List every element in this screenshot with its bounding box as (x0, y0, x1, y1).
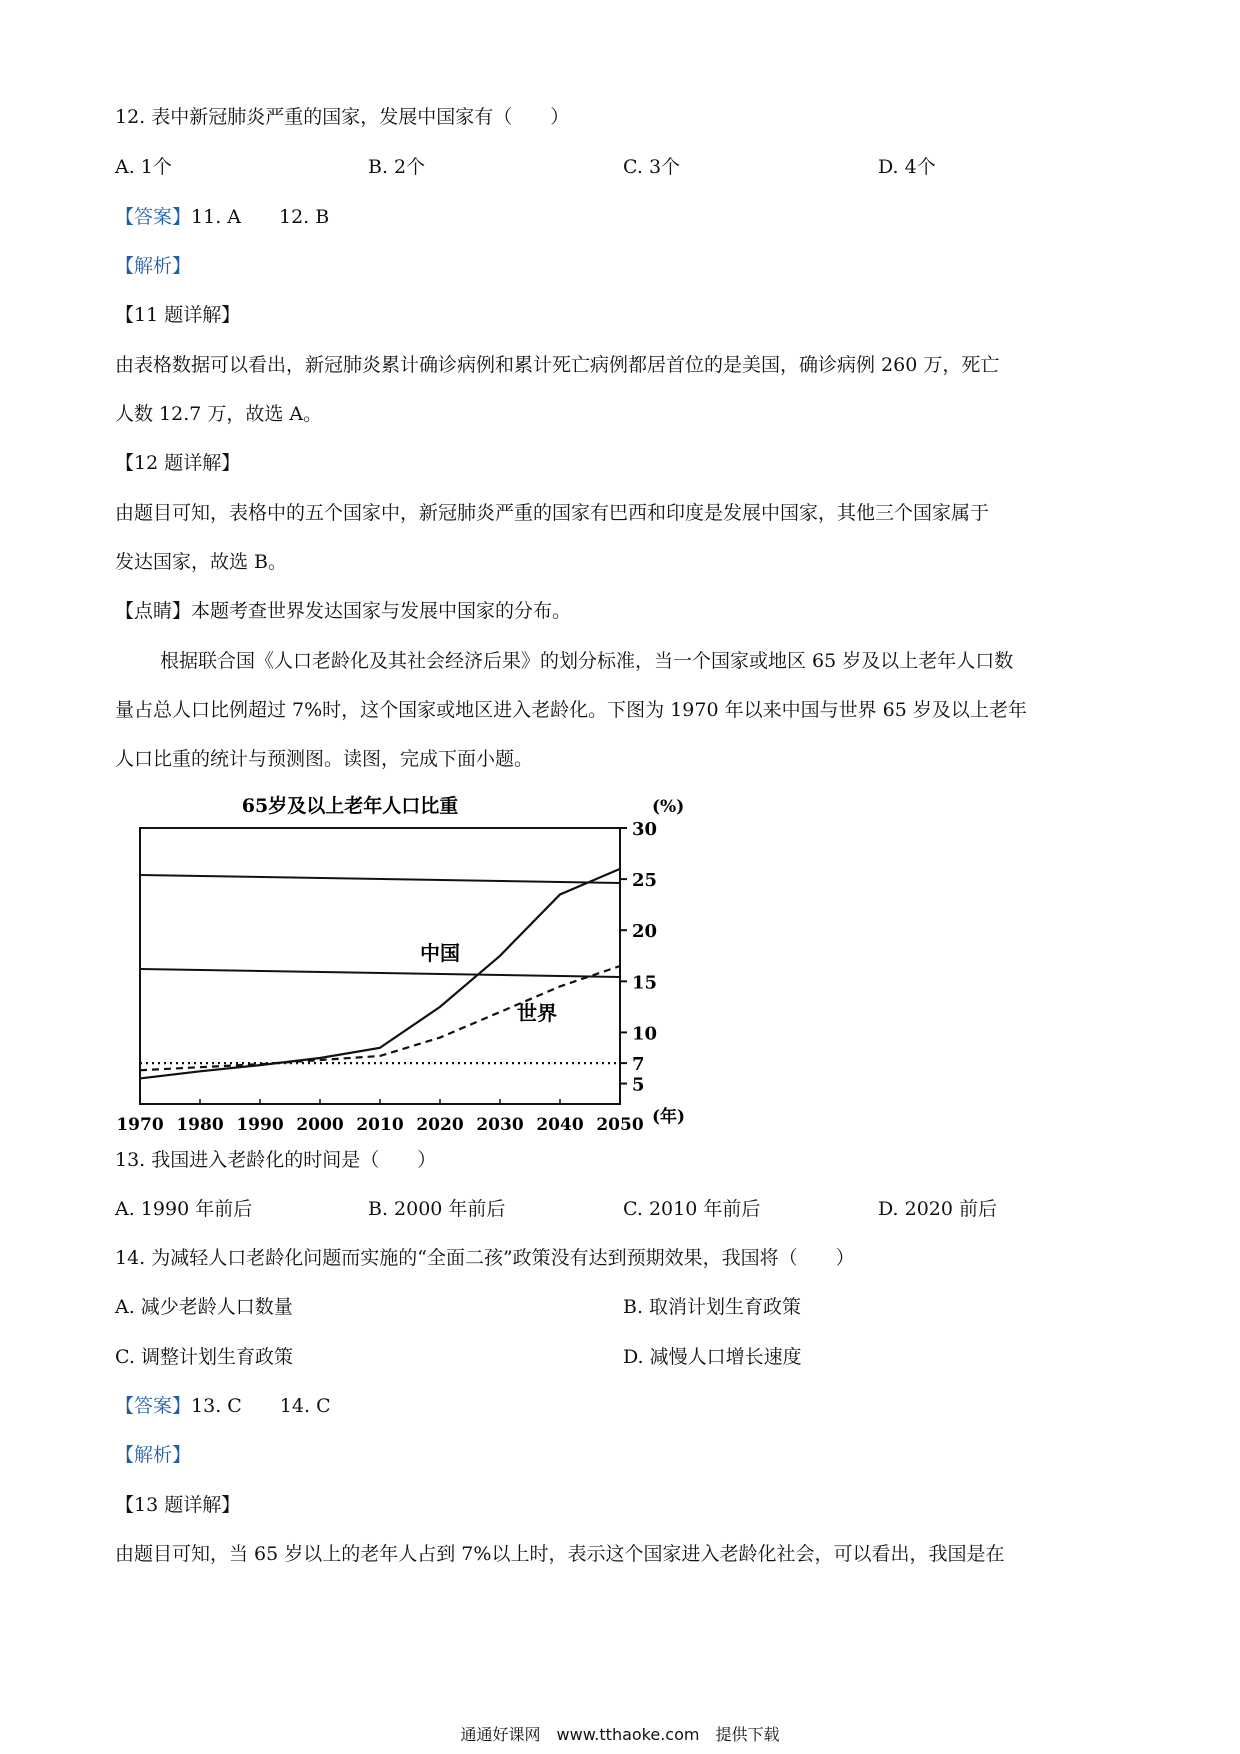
q13-option-d: D. 2020 前后 (878, 1198, 998, 1220)
q13-option-a: A. 1990 年前后 (115, 1198, 253, 1220)
y-tick-label: 7 (632, 1054, 645, 1076)
y-tick-label: 10 (632, 1023, 658, 1045)
x-tick-label: 2010 (356, 1115, 404, 1135)
y-axis-ticks (620, 819, 657, 1096)
x-tick-label: 1990 (236, 1115, 284, 1135)
q13-stem: 13. 我国进入老龄化的时间是（ ） (115, 1149, 437, 1171)
detail-12-text-1: 由题目可知，表格中的五个国家中，新冠肺炎严重的国家有巴西和印度是发展中国家，其他三个国家属于 (115, 502, 990, 524)
answer-tag: 【答案】 (115, 206, 192, 228)
detail-12-heading: 【12 题详解】 (115, 452, 241, 474)
answer-line-2 (115, 1393, 331, 1419)
chart-title: 65岁及以上老年人口比重 (241, 795, 459, 817)
analysis-label-2: 【解析】 (115, 1444, 192, 1466)
q12-option-a: A. 1个 (115, 156, 172, 178)
x-unit-label: (年) (652, 1107, 686, 1127)
y-tick-label: 15 (632, 972, 658, 994)
x-tick-label: 2000 (296, 1115, 344, 1135)
x-tick-label: 1980 (176, 1115, 224, 1135)
q14-stem: 14. 为减轻人口老龄化问题而实施的“全面二孩”政策没有达到预期效果，我国将（ ） (115, 1247, 855, 1269)
q13-option-b: B. 2000 年前后 (368, 1198, 506, 1220)
series-label-world: 世界 (517, 1001, 557, 1025)
q12-stem: 12. 表中新冠肺炎严重的国家，发展中国家有（ ） (115, 106, 570, 128)
point-note: 【点睛】本题考查世界发达国家与发展中国家的分布。 (115, 600, 572, 622)
y-unit-label: (%) (652, 797, 685, 817)
x-tick-label: 1970 (116, 1115, 164, 1135)
q14-option-b: B. 取消计划生育政策 (623, 1296, 802, 1318)
page-footer: 通通好课网 www.tthaoke.com 提供下载 (460, 1725, 780, 1744)
upper-horizontal-line (140, 875, 620, 883)
intro-text-2: 量占总人口比例超过 7%时，这个国家或地区进入老龄化。下图为 1970 年以来中国与世界 65 岁及以上老年 (115, 699, 1027, 721)
detail-12-text-2: 发达国家，故选 B。 (115, 551, 288, 573)
detail-11-heading: 【11 题详解】 (115, 304, 241, 326)
y-tick-label: 25 (632, 870, 658, 892)
answer-text: 11. A 12. B (191, 206, 330, 228)
y-tick-label: 20 (632, 921, 658, 943)
detail-13-text-1: 由题目可知，当 65 岁以上的老年人占到 7%以上时，表示这个国家进入老龄化社会，可以看出，我国是在 (115, 1543, 1005, 1565)
y-tick-label: 30 (632, 819, 658, 840)
intro-text-1: 根据联合国《人口老龄化及其社会经济后果》的划分标准，当一个国家或地区 65 岁及以上老年人口数 (160, 650, 1014, 672)
analysis-label: 【解析】 (115, 255, 192, 277)
intro-text-3: 人口比重的统计与预测图。读图，完成下面小题。 (115, 748, 534, 770)
middle-horizontal-line (140, 969, 620, 977)
q14-option-a: A. 减少老龄人口数量 (115, 1296, 293, 1318)
x-tick-label: 2020 (416, 1115, 464, 1135)
x-tick-label: 2040 (536, 1115, 584, 1135)
detail-11-text-2: 人数 12.7 万，故选 A。 (115, 403, 323, 425)
aging-population-chart (112, 780, 712, 1140)
detail-13-heading: 【13 题详解】 (115, 1494, 241, 1516)
q14-option-d: D. 减慢人口增长速度 (623, 1346, 802, 1368)
y-tick-label: 5 (632, 1074, 645, 1096)
series-label-china: 中国 (420, 941, 460, 965)
q14-option-c: C. 调整计划生育政策 (115, 1346, 293, 1368)
answer-text-2: 13. C 14. C (191, 1395, 331, 1417)
q13-option-c: C. 2010 年前后 (623, 1198, 761, 1220)
x-tick-label: 2030 (476, 1115, 524, 1135)
detail-11-text-1: 由表格数据可以看出，新冠肺炎累计确诊病例和累计死亡病例都居首位的是美国，确诊病例 260 万，死亡 (115, 354, 1000, 376)
q12-option-d: D. 4个 (878, 156, 936, 178)
answer-tag-2: 【答案】 (115, 1395, 192, 1417)
answer-line-1 (115, 204, 329, 230)
q12-option-c: C. 3个 (623, 156, 681, 178)
x-tick-label: 2050 (596, 1115, 644, 1135)
q12-option-b: B. 2个 (368, 156, 426, 178)
